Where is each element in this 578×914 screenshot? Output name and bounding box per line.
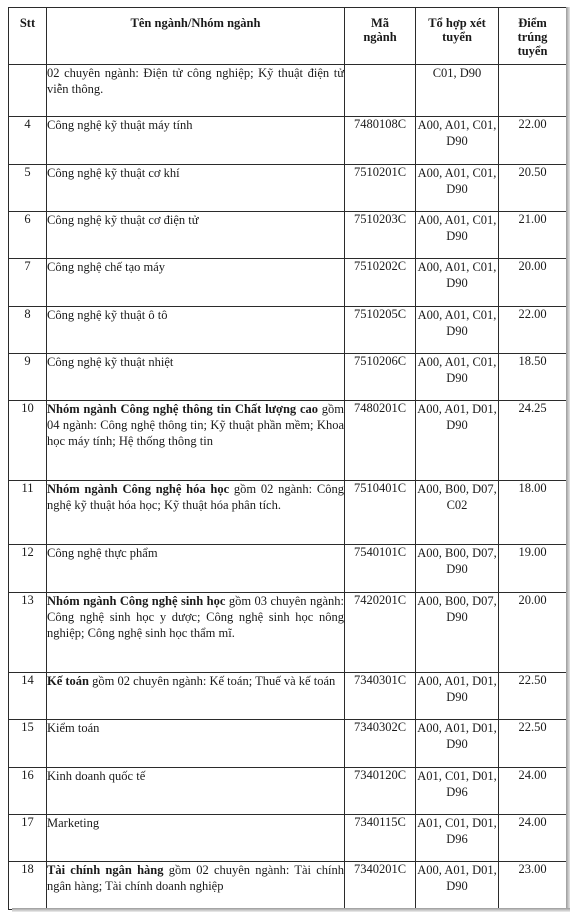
row-subject-combos: A00, A01, D01, D90 [416, 862, 499, 910]
row-program-name [47, 307, 345, 354]
row-program-code: 7420201C [345, 593, 416, 673]
row-program-name [47, 65, 345, 117]
program-description: Kinh doanh quốc tế [47, 769, 146, 783]
row-program-name [47, 165, 345, 212]
row-stt: 6 [9, 212, 47, 259]
row-program-code: 7340302C [345, 720, 416, 768]
row-program-name [47, 815, 345, 862]
header-combo: Tổ hợp xét tuyển [416, 8, 499, 65]
table-row [9, 815, 567, 862]
row-subject-combos: A00, A01, D01, D90 [416, 720, 499, 768]
row-cutoff-score: 24.00 [499, 768, 567, 815]
program-description: Công nghệ kỹ thuật ô tô [47, 308, 168, 322]
row-program-name [47, 117, 345, 165]
row-subject-combos: A01, C01, D01, D96 [416, 768, 499, 815]
row-stt: 10 [9, 401, 47, 481]
row-program-code: 7340115C [345, 815, 416, 862]
program-description: gồm 02 ngành: Công nghệ kỹ thuật hóa học; Kỹ thuật hóa phân tích. [47, 482, 344, 512]
table-row [9, 545, 567, 593]
table-row [9, 259, 567, 307]
row-program-name [47, 354, 345, 401]
row-program-name [47, 545, 345, 593]
program-description: gồm 04 ngành: Công nghệ thông tin; Kỹ thuật phần mềm; Khoa học máy tính; Hệ thống thông tin [47, 402, 344, 448]
row-subject-combos: A00, A01, C01, D90 [416, 354, 499, 401]
program-description: gồm 02 chuyên ngành: Tài chính ngân hàng; Tài chính doanh nghiệp [47, 863, 344, 893]
table-row [9, 593, 567, 673]
row-subject-combos: A01, C01, D01, D96 [416, 815, 499, 862]
header-score: Điểm trúng tuyển [499, 8, 567, 65]
row-program-name [47, 862, 345, 910]
table-row [9, 673, 567, 720]
row-stt: 5 [9, 165, 47, 212]
row-program-code: 7510401C [345, 481, 416, 545]
row-cutoff-score: 22.50 [499, 673, 567, 720]
row-cutoff-score: 23.00 [499, 862, 567, 910]
header-name: Tên ngành/Nhóm ngành [47, 8, 345, 65]
row-stt: 11 [9, 481, 47, 545]
row-stt: 13 [9, 593, 47, 673]
row-program-code: 7340301C [345, 673, 416, 720]
row-cutoff-score: 20.00 [499, 593, 567, 673]
row-stt: 9 [9, 354, 47, 401]
header-code: Mã ngành [345, 8, 416, 65]
table-row [9, 862, 567, 910]
row-cutoff-score: 24.25 [499, 401, 567, 481]
row-program-name [47, 259, 345, 307]
row-stt: 18 [9, 862, 47, 910]
row-program-code: 7540101C [345, 545, 416, 593]
program-group-title: Nhóm ngành Công nghệ hóa học [47, 482, 230, 496]
program-description: Công nghệ thực phẩm [47, 546, 158, 560]
table-row [9, 768, 567, 815]
table-row [9, 481, 567, 545]
row-subject-combos: A00, A01, C01, D90 [416, 117, 499, 165]
table-row [9, 117, 567, 165]
admission-scores-table [8, 7, 567, 910]
row-subject-combos: A00, A01, D01, D90 [416, 401, 499, 481]
page-bottom-shadow [12, 908, 570, 912]
row-cutoff-score: 19.00 [499, 545, 567, 593]
row-cutoff-score: 20.00 [499, 259, 567, 307]
row-program-name [47, 401, 345, 481]
row-program-code: 7510205C [345, 307, 416, 354]
table-row [9, 165, 567, 212]
table-row [9, 212, 567, 259]
row-stt: 14 [9, 673, 47, 720]
row-program-code: 7340120C [345, 768, 416, 815]
table-row [9, 401, 567, 481]
row-stt: 8 [9, 307, 47, 354]
row-stt [9, 65, 47, 117]
row-stt: 17 [9, 815, 47, 862]
row-cutoff-score: 21.00 [499, 212, 567, 259]
header-stt: Stt [9, 8, 47, 65]
row-stt: 15 [9, 720, 47, 768]
program-group-title: Nhóm ngành Công nghệ sinh học [47, 594, 226, 608]
program-description: Marketing [47, 816, 100, 830]
table-row [9, 720, 567, 768]
row-subject-combos: A00, A01, C01, D90 [416, 212, 499, 259]
row-program-name [47, 720, 345, 768]
row-subject-combos: A00, A01, C01, D90 [416, 165, 499, 212]
row-program-name [47, 212, 345, 259]
row-subject-combos: A00, B00, D07, D90 [416, 545, 499, 593]
program-description: Công nghệ kỹ thuật cơ khí [47, 166, 180, 180]
row-program-code: 7480108C [345, 117, 416, 165]
row-stt: 12 [9, 545, 47, 593]
row-subject-combos: C01, D90 [416, 65, 499, 117]
row-program-name [47, 593, 345, 673]
table-body [9, 65, 567, 910]
row-subject-combos: A00, A01, C01, D90 [416, 259, 499, 307]
row-stt: 16 [9, 768, 47, 815]
row-program-code: 7510202C [345, 259, 416, 307]
row-program-code [345, 65, 416, 117]
program-description: Kiểm toán [47, 721, 100, 735]
program-description: Công nghệ kỹ thuật máy tính [47, 118, 193, 132]
row-program-name [47, 481, 345, 545]
row-subject-combos: A00, A01, D01, D90 [416, 673, 499, 720]
table-row [9, 307, 567, 354]
program-description: gồm 02 chuyên ngành: Kế toán; Thuế và kế toán [89, 674, 336, 688]
row-subject-combos: A00, B00, D07, C02 [416, 481, 499, 545]
program-description: Công nghệ kỹ thuật nhiệt [47, 355, 174, 369]
program-description: 02 chuyên ngành: Điện tử công nghiệp; Kỹ thuật điện tử viễn thông. [47, 66, 344, 96]
program-group-title: Tài chính ngân hàng [47, 863, 164, 877]
row-subject-combos: A00, B00, D07, D90 [416, 593, 499, 673]
row-cutoff-score: 22.00 [499, 307, 567, 354]
row-program-code: 7510201C [345, 165, 416, 212]
row-cutoff-score: 22.50 [499, 720, 567, 768]
row-cutoff-score: 20.50 [499, 165, 567, 212]
row-cutoff-score: 22.00 [499, 117, 567, 165]
row-cutoff-score: 18.50 [499, 354, 567, 401]
table-row [9, 354, 567, 401]
row-program-code: 7510203C [345, 212, 416, 259]
page-edge-shadow [566, 7, 570, 912]
row-program-code: 7340201C [345, 862, 416, 910]
header-row [9, 8, 567, 65]
row-cutoff-score: 18.00 [499, 481, 567, 545]
row-program-name [47, 768, 345, 815]
program-description: gồm 03 chuyên ngành: Công nghệ sinh học y dược; Công nghệ sinh học nông nghiệp; Công nghệ sinh học thẩm mĩ. [47, 594, 345, 640]
row-program-code: 7480201C [345, 401, 416, 481]
row-subject-combos: A00, A01, C01, D90 [416, 307, 499, 354]
program-description: Công nghệ chế tạo máy [47, 260, 166, 274]
program-description: Công nghệ kỹ thuật cơ điện tử [47, 213, 199, 227]
program-group-title: Nhóm ngành Công nghệ thông tin Chất lượng cao [47, 402, 318, 416]
row-cutoff-score: 24.00 [499, 815, 567, 862]
row-stt: 7 [9, 259, 47, 307]
row-cutoff-score [499, 65, 567, 117]
table-row [9, 65, 567, 117]
row-stt: 4 [9, 117, 47, 165]
program-group-title: Kế toán [47, 674, 90, 688]
row-program-name [47, 673, 345, 720]
row-program-code: 7510206C [345, 354, 416, 401]
